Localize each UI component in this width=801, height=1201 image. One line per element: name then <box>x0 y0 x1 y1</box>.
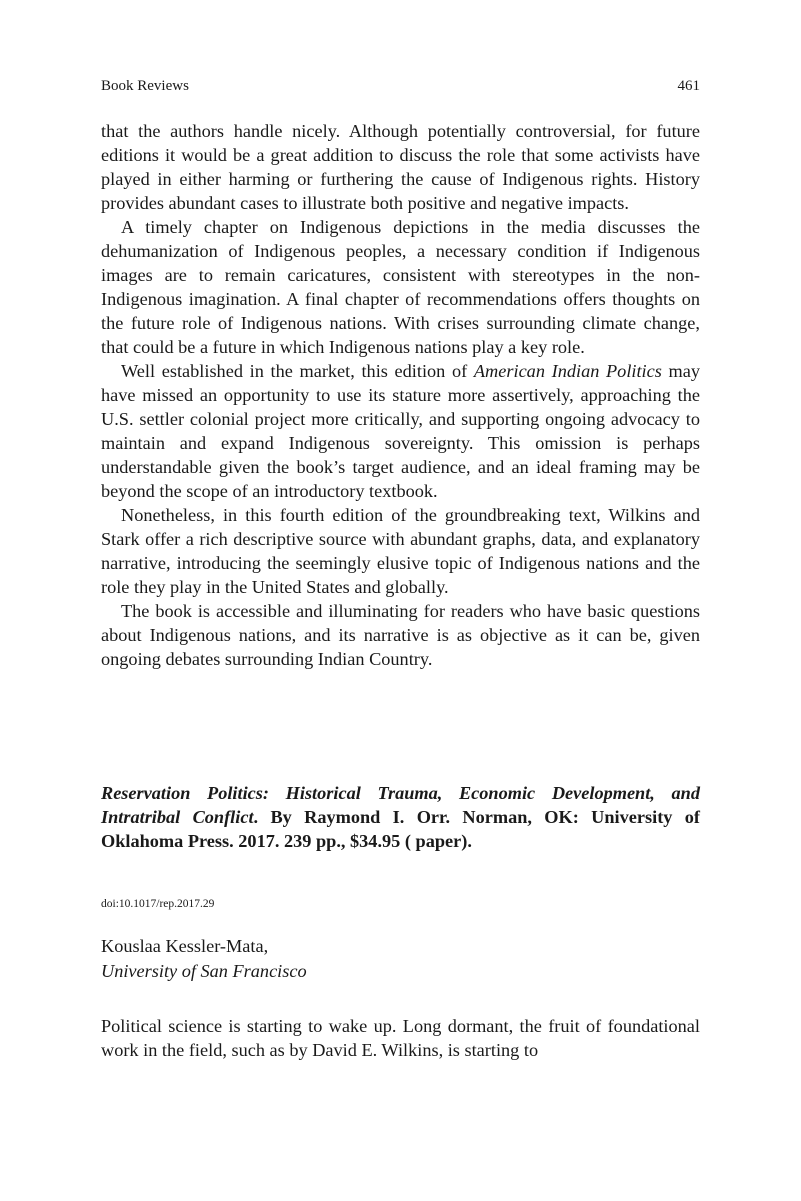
running-head <box>101 76 700 96</box>
paragraph-2: A timely chapter on Indigenous depictions in the media discusses the dehumanization of Indigenous peoples, a necessary condition if Indigenous images are to remain caricatures, consistent with stereotypes in the non-Indigenous imagination. A final chapter of recommendations offers thoughts on the future role of Indigenous nations. With crises surrounding climate change, that could be a future in which Indigenous nations play a key role. <box>101 217 700 357</box>
paragraph-3-rest: may have missed an opportunity to use its stature more assertively, approaching the U.S. settler colonial project more critically, and supporting ongoing advocacy to maintain and expand Indigenous sovereignty. This omission is perhaps understandable given the book’s target audience, and an ideal framing may be beyond the scope of an introductory textbook. <box>101 361 701 501</box>
opening-paragraph: Political science is starting to wake up. Long dormant, the fruit of foundational work in the field, such as by David E. Wilkins, is starting to <box>101 1016 700 1060</box>
reviewer-affiliation: University of San Francisco <box>101 961 307 981</box>
running-head-section: Book Reviews <box>101 78 189 94</box>
reviewed-book-title: Reservation Politics: Historical Trauma, Economic Development, and Intratribal Conflict <box>101 783 700 827</box>
reviewer-name: Kouslaa Kessler-Mata, <box>101 936 269 956</box>
paragraph-3 <box>101 359 700 503</box>
paragraph-4: Nonetheless, in this fourth edition of the groundbreaking text, Wilkins and Stark offer a rich descriptive source with abundant graphs, data, and explanatory narrative, introducing the seemingly elusive topic of Indigenous nations and the role they play in the United States and globally. <box>101 505 700 597</box>
review-opening <box>101 1014 700 1062</box>
review-body <box>101 119 700 671</box>
book-title-reference: American Indian Politics <box>473 361 662 381</box>
paragraph-5: The book is accessible and illuminating for readers who have basic questions about Indigenous nations, and its narrative is as objective as it can be, given ongoing debates surrounding Indian Country. <box>101 601 700 669</box>
paragraph-3-lead: Well established in the market, this edition of <box>121 361 474 381</box>
paragraph-1: that the authors handle nicely. Although potentially controversial, for future editions it would be a great addition to discuss the role that some activists have played in either harming or furthering the cause of Indigenous rights. History provides abundant cases to illustrate both positive and negative impacts. <box>101 121 700 213</box>
reviewer <box>101 934 307 984</box>
doi: doi:10.1017/rep.2017.29 <box>101 898 215 910</box>
page-number: 461 <box>677 78 700 94</box>
reviewed-book-details: . By Raymond I. Orr. Norman, OK: University of Oklahoma Press. 2017. 239 pp., $34.95 ( paper). <box>101 807 700 851</box>
review-heading <box>101 781 700 853</box>
